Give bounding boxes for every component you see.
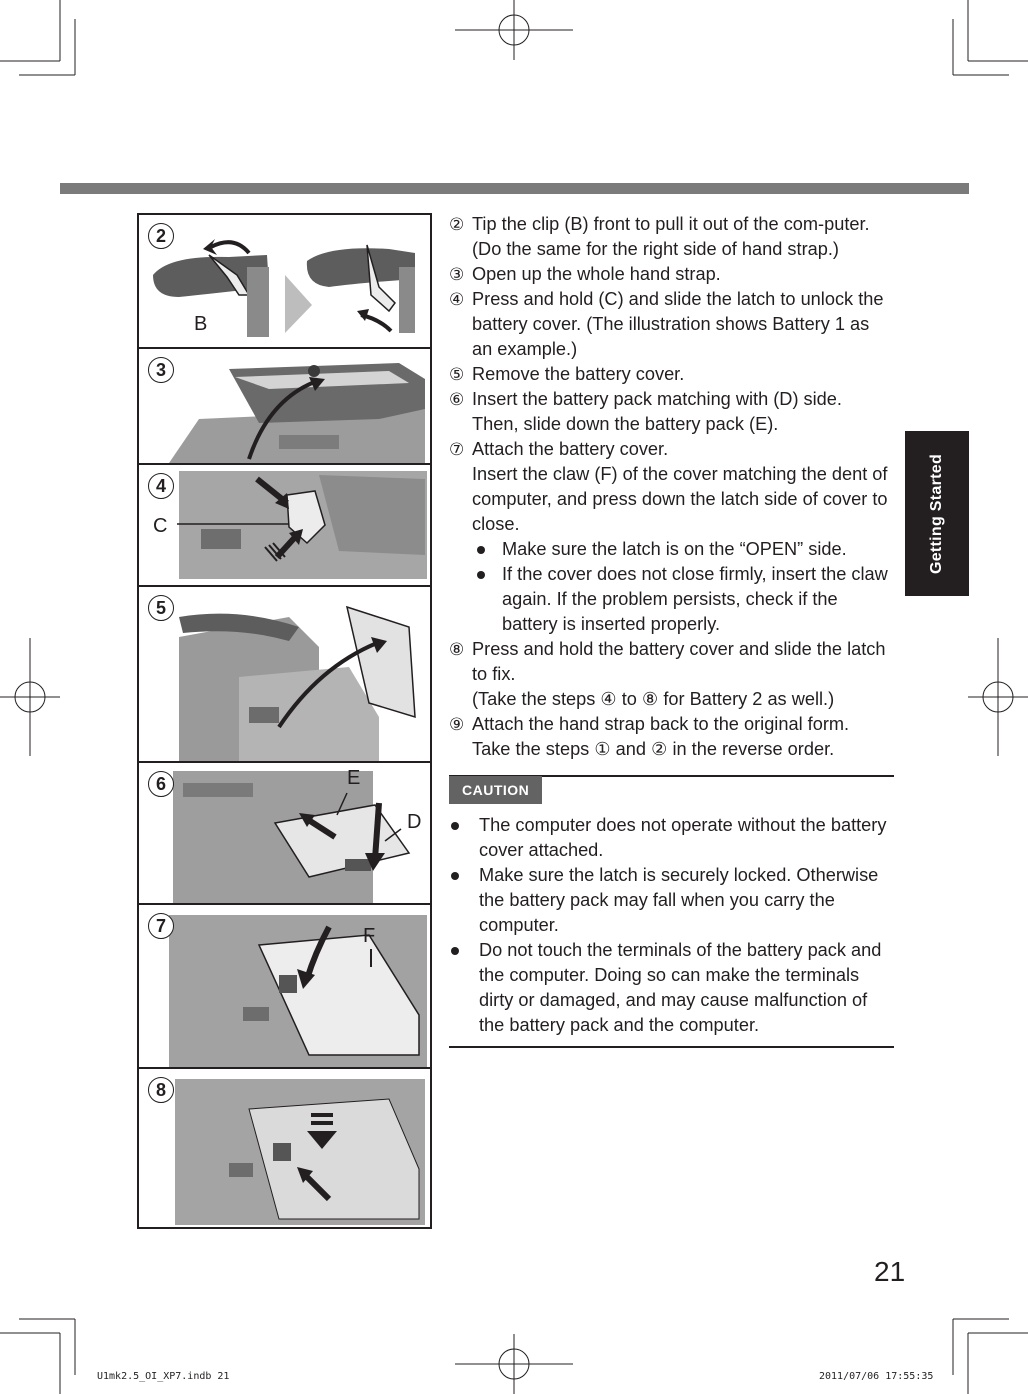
step-text: Tip the clip (B) front to pull it out of the com-puter. (Do the same for the right side of hand strap.) [472,214,870,259]
footer-timestamp: 2011/07/06 17:55:35 [819,1371,934,1382]
step-item [449,387,894,437]
caution-item: The computer does not operate without the battery cover attached. [449,813,894,863]
step-number: ⑨ [449,715,465,734]
caution-box [449,775,894,1048]
step-number: ⑤ [449,365,465,384]
caution-item: Make sure the latch is securely locked. Otherwise the battery pack may fall when you carry the computer. [449,863,894,938]
callout-label: D [407,811,422,833]
step-text: Insert the battery pack matching with (D) side. [472,389,842,409]
illustration-step-2 [139,215,430,349]
hand-strap-clip-image [139,215,430,347]
step-badge: 2 [148,223,174,249]
step-item [449,437,894,537]
lock-battery-cover-image [139,1069,430,1225]
step-item [449,287,894,362]
caution-item: Do not touch the terminals of the battery pack and the computer. Doing so can make the terminals dirty or damaged, and may cause malfunction of the battery pack and the computer. [449,938,894,1038]
callout-label: C [153,515,168,537]
illustration-step-5 [139,587,430,763]
section-tab-label: Getting Started [928,453,945,574]
step-badge: 3 [148,357,174,383]
step-item [449,212,894,262]
step-badge: 5 [148,595,174,621]
step-badge: 4 [148,473,174,499]
illustration-step-6 [139,763,430,905]
bullet-item: If the cover does not close firmly, insert the claw again. If the problem persists, check if the battery is inserted properly. [449,562,894,637]
step-text: Attach the hand strap back to the original form. [472,714,850,734]
open-hand-strap-image [139,349,430,463]
caution-label: CAUTION [449,776,542,804]
header-rule [60,183,969,194]
step-number: ④ [449,290,465,309]
step-item [449,637,894,712]
step-number: ⑦ [449,440,465,459]
illustration-step-3 [139,349,430,465]
remove-battery-cover-image [139,587,430,761]
attach-battery-cover-image [139,905,430,1067]
illustration-column [137,213,432,1229]
step-number: ③ [449,265,465,284]
step-number: ② [449,215,465,234]
battery-latch-image [139,465,430,585]
step-item [449,712,894,762]
bullet-item: Make sure the latch is on the “OPEN” side. [449,537,894,562]
illustration-step-7 [139,905,430,1069]
step-text: Remove the battery cover. [472,364,685,384]
page-number: 21 [874,1256,906,1287]
step-text: Take the steps ① and ② in the reverse order. [472,739,835,759]
insert-battery-pack-image [139,763,430,903]
step-text: Press and hold the battery cover and slide the latch to fix. [472,639,886,684]
callout-label: B [194,313,208,335]
step-text: Then, slide down the battery pack (E). [472,414,779,434]
step-text: Attach the battery cover. [472,439,669,459]
step-number: ⑥ [449,390,465,409]
caution-bottom-rule [449,1046,894,1048]
illustration-step-4 [139,465,430,587]
illustration-step-8 [139,1069,430,1227]
callout-label: E [347,767,361,789]
callout-label: F [363,925,376,947]
step-number: ⑧ [449,640,465,659]
section-tab [905,431,969,596]
step-item [449,362,894,387]
step-text: Press and hold (C) and slide the latch to unlock the battery cover. (The illustration shows Battery 1 as an example.) [472,289,884,359]
step-text: Open up the whole hand strap. [472,264,721,284]
step-badge: 7 [148,913,174,939]
step-text: Insert the claw (F) of the cover matching the dent of computer, and press down the latch side of cover to close. [472,464,888,534]
step-item [449,262,894,287]
step-badge: 6 [148,771,174,797]
footer-file-info: U1mk2.5_OI_XP7.indb 21 [97,1371,230,1382]
step-text: (Take the steps ④ to ⑧ for Battery 2 as well.) [472,689,835,709]
step-badge: 8 [148,1077,174,1103]
instructions [449,212,894,1048]
